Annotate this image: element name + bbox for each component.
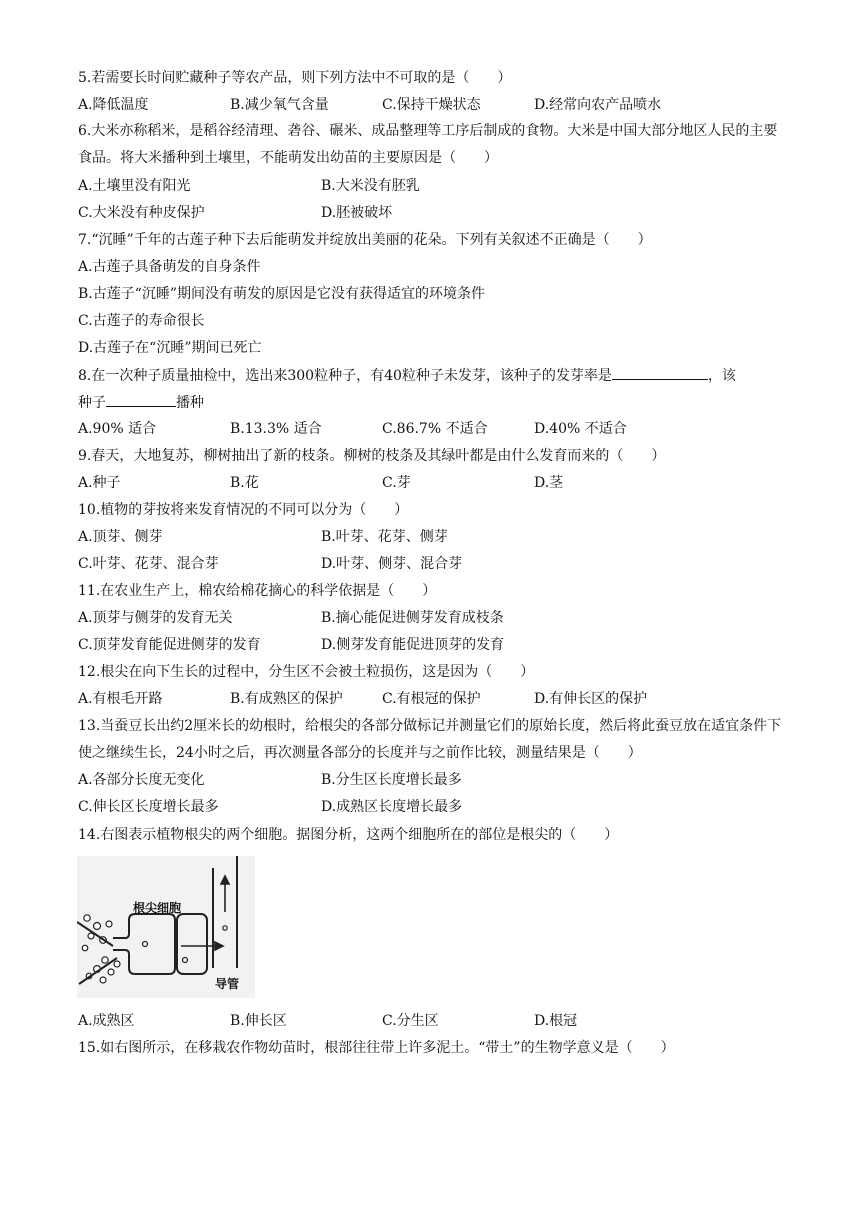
soil-particles: [82, 915, 120, 983]
option-a: A.成熟区: [78, 1013, 135, 1029]
question-8-options: [78, 419, 788, 439]
option-d: D.成熟区长度增长最多: [321, 799, 463, 815]
option-c: C.顶芽发育能促进侧芽的发育: [78, 637, 261, 653]
option-d: D.茎: [534, 475, 564, 491]
question-8-stem-line2: [78, 392, 788, 413]
question-11-options-row2: [78, 635, 788, 655]
question-13-options-row2: [78, 797, 788, 817]
question-5-stem: 5.若需要长时间贮藏种子等农产品，则下列方法中不可取的是（ ）: [78, 70, 512, 86]
option-b: B.有成熟区的保护: [230, 691, 343, 707]
option-b: B.大米没有胚乳: [321, 178, 420, 194]
question-8-stem-part3: 种子: [78, 395, 106, 411]
option-a: A.90% 适合: [78, 421, 157, 437]
question-11-options-row1: [78, 608, 788, 628]
root-hair-cell: [113, 914, 175, 974]
question-6-options-row1: [78, 176, 788, 196]
option-a: A.降低温度: [78, 97, 149, 113]
root-cell-diagram: [77, 856, 255, 998]
question-10-options-row1: [78, 527, 788, 547]
option-b: B.减少氧气含量: [230, 97, 329, 113]
question-9-stem: 9.春天，大地复苏，柳树抽出了新的枝条。柳树的枝条及其绿叶都是由什么发育而来的（ ）: [78, 448, 666, 464]
cell-nucleus: [183, 958, 188, 963]
answer-blank-1[interactable]: [612, 365, 708, 380]
option-c: C.保持干燥状态: [382, 97, 481, 113]
option-b: B.叶芽、花芽、侧芽: [321, 529, 448, 545]
question-13-stem: 13.当蚕豆长出约2厘米长的幼根时，给根尖的各部分做标记并测量它们的原始长度，然后将此蚕豆放在适宜条件下使之继续生长，24小时之后，再次测量各部分的长度并与之前作比较，测量结果是（ ）: [78, 718, 782, 761]
question-14-options: [78, 1011, 788, 1031]
option-b: B.分生区长度增长最多: [321, 772, 462, 788]
option-d: D.古莲子在“沉睡”期间已死亡: [78, 340, 262, 356]
question-8-stem-part4: 播种: [176, 395, 204, 411]
question-5-options: [78, 95, 788, 115]
question-9-options: [78, 473, 788, 493]
option-b: B.摘心能促进侧芽发育成枝条: [321, 610, 504, 626]
question-6-options-row2: [78, 203, 788, 223]
option-a: A.土壤里没有阳光: [78, 178, 191, 194]
question-14-stem: 14.右图表示植物根尖的两个细胞。据图分析，这两个细胞所在的部位是根尖的（ ）: [78, 827, 619, 843]
figure-label-root-cell: 根尖细胞: [133, 901, 182, 915]
option-c: C.分生区: [382, 1013, 439, 1029]
option-c: C.大米没有种皮保护: [78, 205, 205, 221]
inner-cell: [177, 914, 207, 974]
option-c: C.古莲子的寿命很长: [78, 313, 205, 329]
question-11-stem: 11.在农业生产上，棉农给棉花摘心的科学依据是（ ）: [78, 583, 437, 599]
option-b: B.13.3% 适合: [230, 421, 322, 437]
option-b: B.花: [230, 475, 259, 491]
option-d: D.叶芽、侧芽、混合芽: [321, 556, 463, 572]
option-a: A.各部分长度无变化: [78, 772, 205, 788]
option-d: D.根冠: [534, 1013, 578, 1029]
option-d: D.40% 不适合: [534, 421, 627, 437]
question-10-options-row2: [78, 554, 788, 574]
option-b: B.古莲子“沉睡”期间没有萌发的原因是它没有获得适宜的环境条件: [78, 286, 486, 302]
question-13-options-row1: [78, 770, 788, 790]
question-12-options: [78, 689, 788, 709]
question-8-stem-part2: ，该: [707, 368, 736, 384]
option-c: C.伸长区长度增长最多: [78, 799, 219, 815]
option-a: A.种子: [78, 475, 121, 491]
option-d: D.有伸长区的保护: [534, 691, 648, 707]
option-a: A.顶芽与侧芽的发育无关: [78, 610, 233, 626]
option-a: A.古莲子具备萌发的自身条件: [78, 259, 261, 275]
question-8-stem-part1: 8.在一次种子质量抽检中，选出来300粒种子，有40粒种子未发芽，该种子的发芽率是: [78, 368, 612, 384]
figure-label-vessel: 导管: [215, 977, 240, 991]
option-d: D.胚被破坏: [321, 205, 393, 221]
question-8-stem-line1: [78, 365, 788, 386]
option-c: C.芽: [382, 475, 411, 491]
question-6-stem: 6.大米亦称稻米，是稻谷经清理、砻谷、碾米、成品整理等工序后制成的食物。大米是中国大部分地区人民的主要食品。将大米播种到土壤里，不能萌发出幼苗的主要原因是（ ）: [78, 123, 778, 166]
question-12-stem: 12.根尖在向下生长的过程中，分生区不会被土粒损伤，这是因为（ ）: [78, 664, 535, 680]
right-arrow-icon: [181, 942, 223, 950]
option-d: D.侧芽发育能促进顶芽的发育: [321, 637, 505, 653]
question-7-stem: 7.“沉睡”千年的古莲子种下去后能萌发并绽放出美丽的花朵。下列有关叙述不正确是（ ）: [78, 232, 652, 248]
root-cell-figure: [77, 856, 255, 998]
question-15-stem: 15.如右图所示，在移栽农作物幼苗时，根部往往带上许多泥土。“带土”的生物学意义是（ ）: [78, 1040, 675, 1056]
option-a: A.顶芽、侧芽: [78, 529, 163, 545]
option-a: A.有根毛开路: [78, 691, 163, 707]
option-d: D.经常向农产品喷水: [534, 97, 662, 113]
answer-blank-2[interactable]: [106, 392, 176, 407]
option-c: C.叶芽、花芽、混合芽: [78, 556, 219, 572]
option-b: B.伸长区: [230, 1013, 287, 1029]
cell-nucleus: [143, 942, 148, 947]
up-arrow-icon: [221, 876, 229, 912]
option-c: C.86.7% 不适合: [382, 421, 488, 437]
question-10-stem: 10.植物的芽按将来发育情况的不同可以分为（ ）: [78, 502, 409, 518]
option-c: C.有根冠的保护: [382, 691, 481, 707]
